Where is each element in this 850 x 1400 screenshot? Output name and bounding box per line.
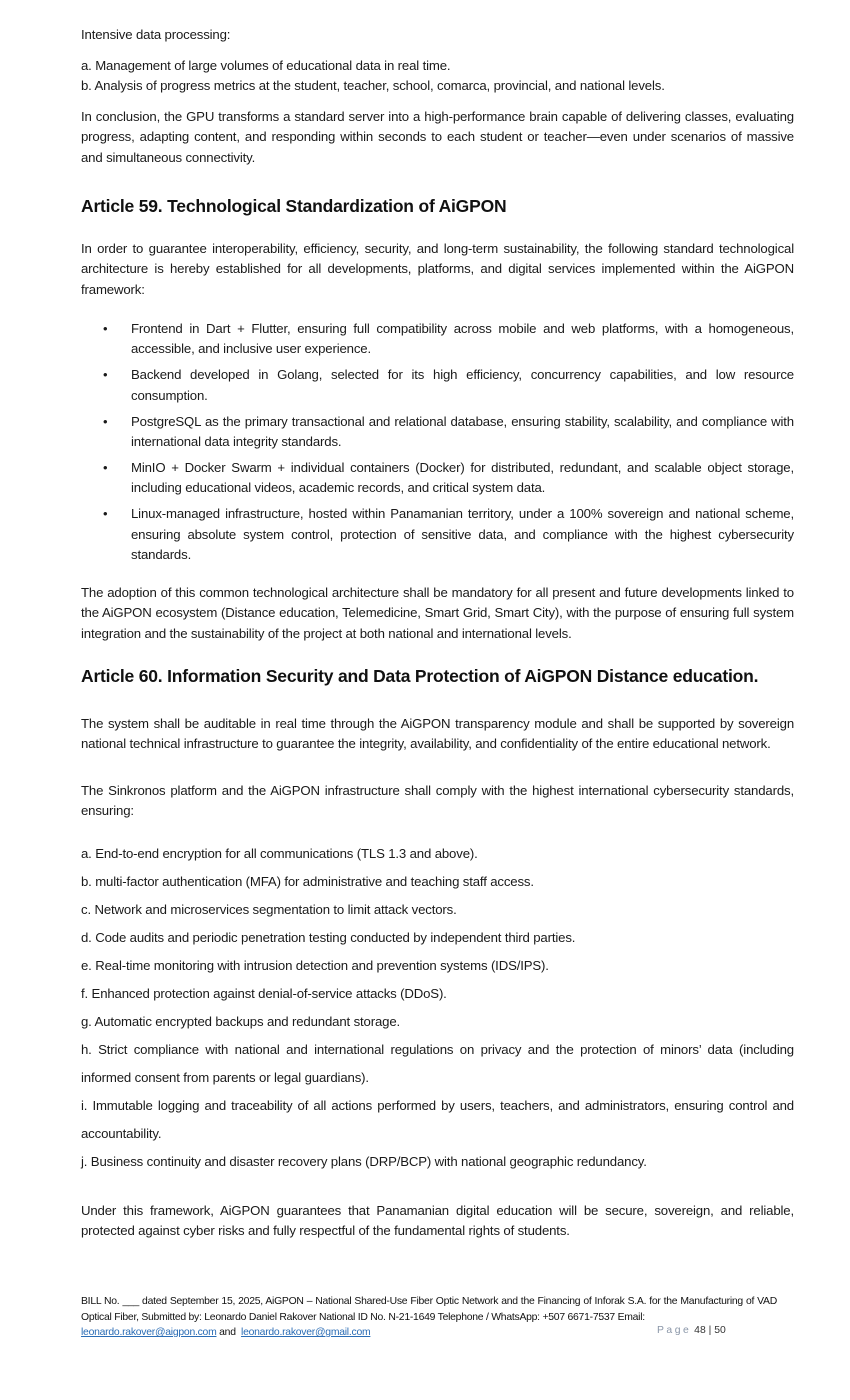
- article-60-para-2: The Sinkronos platform and the AiGPON infrastructure shall comply with the highest international cybersecurity standards, ensuring:: [81, 783, 794, 819]
- footer-joiner: and: [219, 1327, 236, 1338]
- intro-item-a: a. Management of large volumes of educational data in real time.: [81, 58, 451, 73]
- bullet-icon: •: [103, 367, 108, 383]
- article-59-title: Article 59. Technological Standardization of AiGPON: [81, 196, 507, 216]
- page-current: 48: [694, 1325, 706, 1336]
- intro-conclusion: In conclusion, the GPU transforms a standard server into a high-performance brain capable of delivering classes, evaluating progress, adapting content, and responding within seconds to each student or teacher—even under scenarios of massive and simultaneous connectivity.: [81, 109, 794, 165]
- security-measures-list: [81, 840, 794, 1176]
- security-item: b. multi-factor authentication (MFA) for administrative and teaching staff access.: [81, 874, 534, 889]
- article-59-closing: The adoption of this common technological architecture shall be mandatory for all present and future developments linked to the AiGPON ecosystem (Distance education, Telemedicine, Smart Grid, Smart City), with the purpose of ensuring full system integration and the sustainability of the project at both national and international levels.: [81, 585, 794, 641]
- page-number: [657, 1325, 726, 1336]
- article-59-intro: In order to guarantee interoperability, efficiency, security, and long-term sustainability, the following standard technological architecture is hereby established for all developments, platforms, and digital services implemented within the AiGPON framework:: [81, 241, 794, 297]
- bullet-icon: •: [103, 321, 108, 336]
- intro-item-b: b. Analysis of progress metrics at the student, teacher, school, comarca, provincial, and national levels.: [81, 78, 665, 93]
- footer-text: BILL No. ___ dated September 15, 2025, AiGPON – National Shared-Use Fiber Optic Network and the Financing of Inforak S.A. for the Manufacturing of VAD Optical Fiber, Submitted by: Leonardo Daniel Rakover National ID No. N-21-1649 Telephone / WhatsApp: +507 6671-7537 Email:: [81, 1296, 777, 1323]
- security-item: h. Strict compliance with national and international regulations on privacy and the protection of minors’ data (including informed consent from parents or legal guardians).: [81, 1042, 794, 1085]
- article-60-para-1: The system shall be auditable in real time through the AiGPON transparency module and shall be supported by sovereign national technical infrastructure to guarantee the integrity, availability, and confidentiality of the entire educational network.: [81, 716, 794, 752]
- page-separator: |: [708, 1325, 712, 1336]
- security-item: j. Business continuity and disaster recovery plans (DRP/BCP) with national geographic redundancy.: [81, 1154, 647, 1169]
- intro-label: Intensive data processing:: [81, 27, 231, 42]
- bullet-icon: •: [103, 459, 108, 475]
- bullet-icon: •: [103, 506, 108, 522]
- article-60-title: Article 60. Information Security and Data Protection of AiGPON Distance education.: [81, 666, 759, 686]
- security-item: g. Automatic encrypted backups and redundant storage.: [81, 1014, 401, 1029]
- email-link-aigpon[interactable]: leonardo.rakover@aigpon.com: [81, 1327, 217, 1338]
- email-link-gmail[interactable]: leonardo.rakover@gmail.com: [241, 1327, 371, 1338]
- security-item: i. Immutable logging and traceability of all actions performed by users, teachers, and administrators, ensuring control and accountability.: [81, 1098, 794, 1141]
- article-59-bullet-list: [81, 319, 794, 571]
- bullet-item: • Linux-managed infrastructure, hosted within Panamanian territory, under a 100% sovereign and national scheme, ensuring absolute system control, protection of sensitive data, and compliance with the highest cybersecurity standards.: [103, 506, 794, 563]
- security-item: f. Enhanced protection against denial-of-service attacks (DDoS).: [81, 986, 447, 1001]
- bullet-item: • PostgreSQL as the primary transactional and relational database, ensuring stability, scalability, and compliance with international data integrity standards.: [103, 413, 794, 450]
- article-60-closing: Under this framework, AiGPON guarantees that Panamanian digital education will be secure, sovereign, and reliable, protected against cyber risks and fully respectful of the fundamental rights of students.: [81, 1203, 794, 1239]
- bullet-item: • Frontend in Dart + Flutter, ensuring full compatibility across mobile and web platforms, with a homogeneous, accessible, and inclusive user experience.: [103, 321, 794, 357]
- page-total: 50: [714, 1325, 726, 1336]
- bullet-item: • MinIO + Docker Swarm + individual containers (Docker) for distributed, redundant, and scalable object storage, including educational videos, academic records, and critical system data.: [103, 459, 794, 496]
- security-item: e. Real-time monitoring with intrusion detection and prevention systems (IDS/IPS).: [81, 958, 549, 973]
- page-word: Page: [657, 1325, 692, 1336]
- bullet-icon: •: [103, 413, 108, 429]
- bullet-item: • Backend developed in Golang, selected for its high efficiency, concurrency capabilities, and low resource consumption.: [103, 367, 794, 403]
- security-item: d. Code audits and periodic penetration testing conducted by independent third parties.: [81, 930, 576, 945]
- security-item: a. End-to-end encryption for all communications (TLS 1.3 and above).: [81, 846, 478, 861]
- security-item: c. Network and microservices segmentation to limit attack vectors.: [81, 902, 457, 917]
